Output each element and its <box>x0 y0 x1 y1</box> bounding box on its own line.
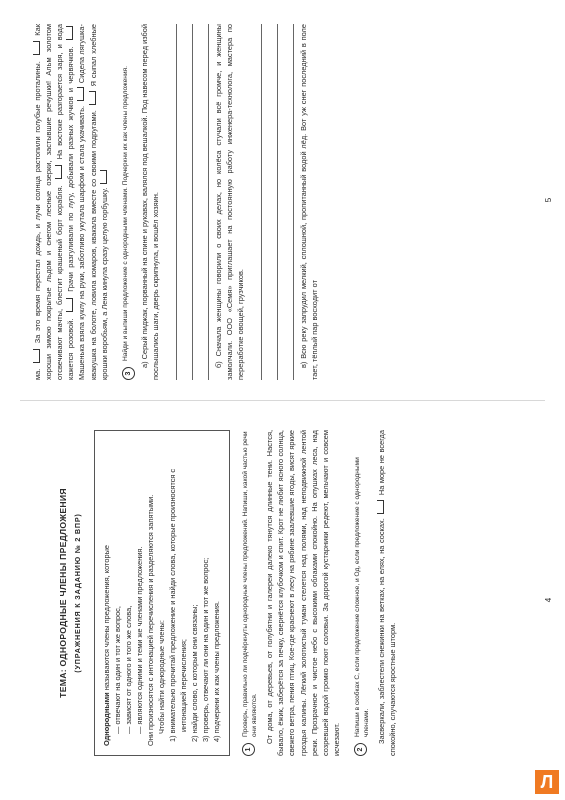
exercise-task: Найди и выпиши предложение с однородными членами. Подчеркни их как члены предложения. <box>121 66 129 361</box>
answer-box[interactable] <box>89 91 96 105</box>
answer-box[interactable] <box>100 170 107 184</box>
howto-step: 1) внимательно прочитай предложение и найди слова, которые произносятся с интонацией перечисления; <box>167 468 188 742</box>
sentence: За это время перестал дождь, и лучи солнца растопили голубые проталины. <box>33 61 42 344</box>
rule-definition <box>102 440 113 746</box>
exercise-2-continued <box>32 24 110 380</box>
sentence: Машенька взяла куклу на руки, заботливо укутала шарфом и стала укачивать. <box>77 105 87 380</box>
answer-box[interactable] <box>33 349 40 363</box>
sentence: ма. <box>33 368 42 380</box>
answer-box[interactable] <box>55 165 62 179</box>
sentence: Засверкали, заблестели снежинки на ветках, на елях, на сосках. <box>376 518 386 744</box>
rule-rest: называются члены предложения, которые <box>102 544 111 693</box>
exercise-3-header <box>122 24 135 380</box>
answer-line[interactable] <box>193 24 209 380</box>
page-title: ТЕМА: ОДНОРОДНЫЕ ЧЛЕНЫ ПРЕДЛОЖЕНИЯ <box>58 488 68 698</box>
answer-box[interactable] <box>77 87 84 101</box>
exercise-number: 1 <box>242 743 255 756</box>
exercise-1-header <box>242 430 260 756</box>
rule-intonation: Они произносятся с интонацией перечисления и разделяются запятыми. <box>145 494 155 746</box>
answer-box[interactable] <box>377 500 384 514</box>
sentence: Грачи разгуливали по лугу, добывали разных жучков и червячков. <box>66 46 76 292</box>
exercise-3-item-c: в) Всю реку запрудил мелкий, сплошной, пропитанный водой лёд. Вот уж снег последний в поле тает, тёплый пар восходит от <box>299 24 320 380</box>
answer-box[interactable] <box>33 41 40 55</box>
answer-box[interactable] <box>66 298 73 312</box>
howto-step: 3) проверь, отвечают ли они на один и тот же вопрос; <box>200 557 210 742</box>
exercise-number: 3 <box>122 367 135 380</box>
sentence: На море не всегда спокойно, случаются яростные шторм. <box>376 430 397 756</box>
exercise-number: 2 <box>354 743 367 756</box>
howto-intro: Чтобы найти однородные члены: <box>156 620 166 734</box>
exercise-2-header <box>354 430 372 756</box>
sentence: На востоке разгорается заря, и вода кажется розовой. <box>55 24 76 380</box>
answer-line[interactable] <box>246 24 262 380</box>
page-number: 4 <box>544 597 553 603</box>
exercise-2-text <box>376 430 398 756</box>
howto-step: 4) подчеркни их как члены предложения. <box>211 601 221 742</box>
answer-line[interactable] <box>177 24 193 380</box>
answer-box[interactable] <box>66 26 73 40</box>
sentence: Сидела лягушка-квакушка на болоте, ловила комаров, квакала вместе со своими подругами. <box>77 24 98 380</box>
book-spine <box>20 400 545 401</box>
answer-line[interactable] <box>161 24 177 380</box>
sentence: Как хороши зимою покрытые льдом и снегом лесные озерки, застывшие речушки! Альм золотом отсвечивают мачты, блестит крашеный борт корабля. <box>33 24 65 380</box>
rule-dash: — зависят от одного и того же слова, <box>123 605 133 734</box>
rule-term: Однородными <box>102 692 111 746</box>
exercise-3-item-b: б) Сначала женщины говорили о своих делах, но колёса стучали всё громче, и женщины замолчали. ООО «Семя» приглашает на постоянную работу инженера-технолога, мастера по переработке овощей, грузчиков. <box>213 24 246 380</box>
exercise-task: Напиши в скобках С, если предложение сложное, и Од, если предложение с однородными членами. <box>354 457 370 737</box>
howto-step: 2) найди слово, с которым они связаны; <box>189 604 199 742</box>
left-page <box>0 400 565 800</box>
page-subtitle: (УПРАЖНЕНИЯ К ЗАДАНИЮ № 2 ВПР) <box>73 513 82 673</box>
rule-box <box>94 430 230 756</box>
answer-line[interactable] <box>278 24 294 380</box>
exercise-3-item-a: а) Серый пиджак, порванный на спине и рукавах, валялся под вешалкой. Под навесом перед избой послышались шаги, дверь скрипнула, и вошёл хозяин. <box>139 24 160 380</box>
rule-dash: — являются одними и теми же членами предложения. <box>134 546 144 734</box>
exercise-task: Проверь, правильно ли подчёркнуты однородные члены предложений. Напиши, какой частью речи они являются. <box>242 431 259 737</box>
exercise-1-text: От дома, от деревьев, от голубятни и галереи далеко тянутся длинные тени. Настся, бывало, ёжик, заберётся за печку, свернётся клубочком и спит. Крот не любит ясного солнца, свежего ветра, пения птиц. Кое-где краснеют в лесу на рябине заалевшие ягоды, висят яркие гроздья калины. Лёгкий золотистый туман стелется над полями, над неподвижной лентой реки. Прозрачное и чистое небо с высокими облаками спокойно. На опушках леса, над созревшей водой громко поют соловьи. За дорогой кустарники редеют, мельчают и совсем исчезают. <box>265 430 341 756</box>
page-number: 5 <box>544 197 553 203</box>
sentence: Я сыпал хлебные крошки воробьям, а Лена кинула сразу целую горбушку. <box>88 23 109 380</box>
answer-line[interactable] <box>262 24 278 380</box>
publisher-logo: Л <box>535 770 559 794</box>
rule-dash: — отвечают на один и тот же вопрос, <box>112 606 122 734</box>
